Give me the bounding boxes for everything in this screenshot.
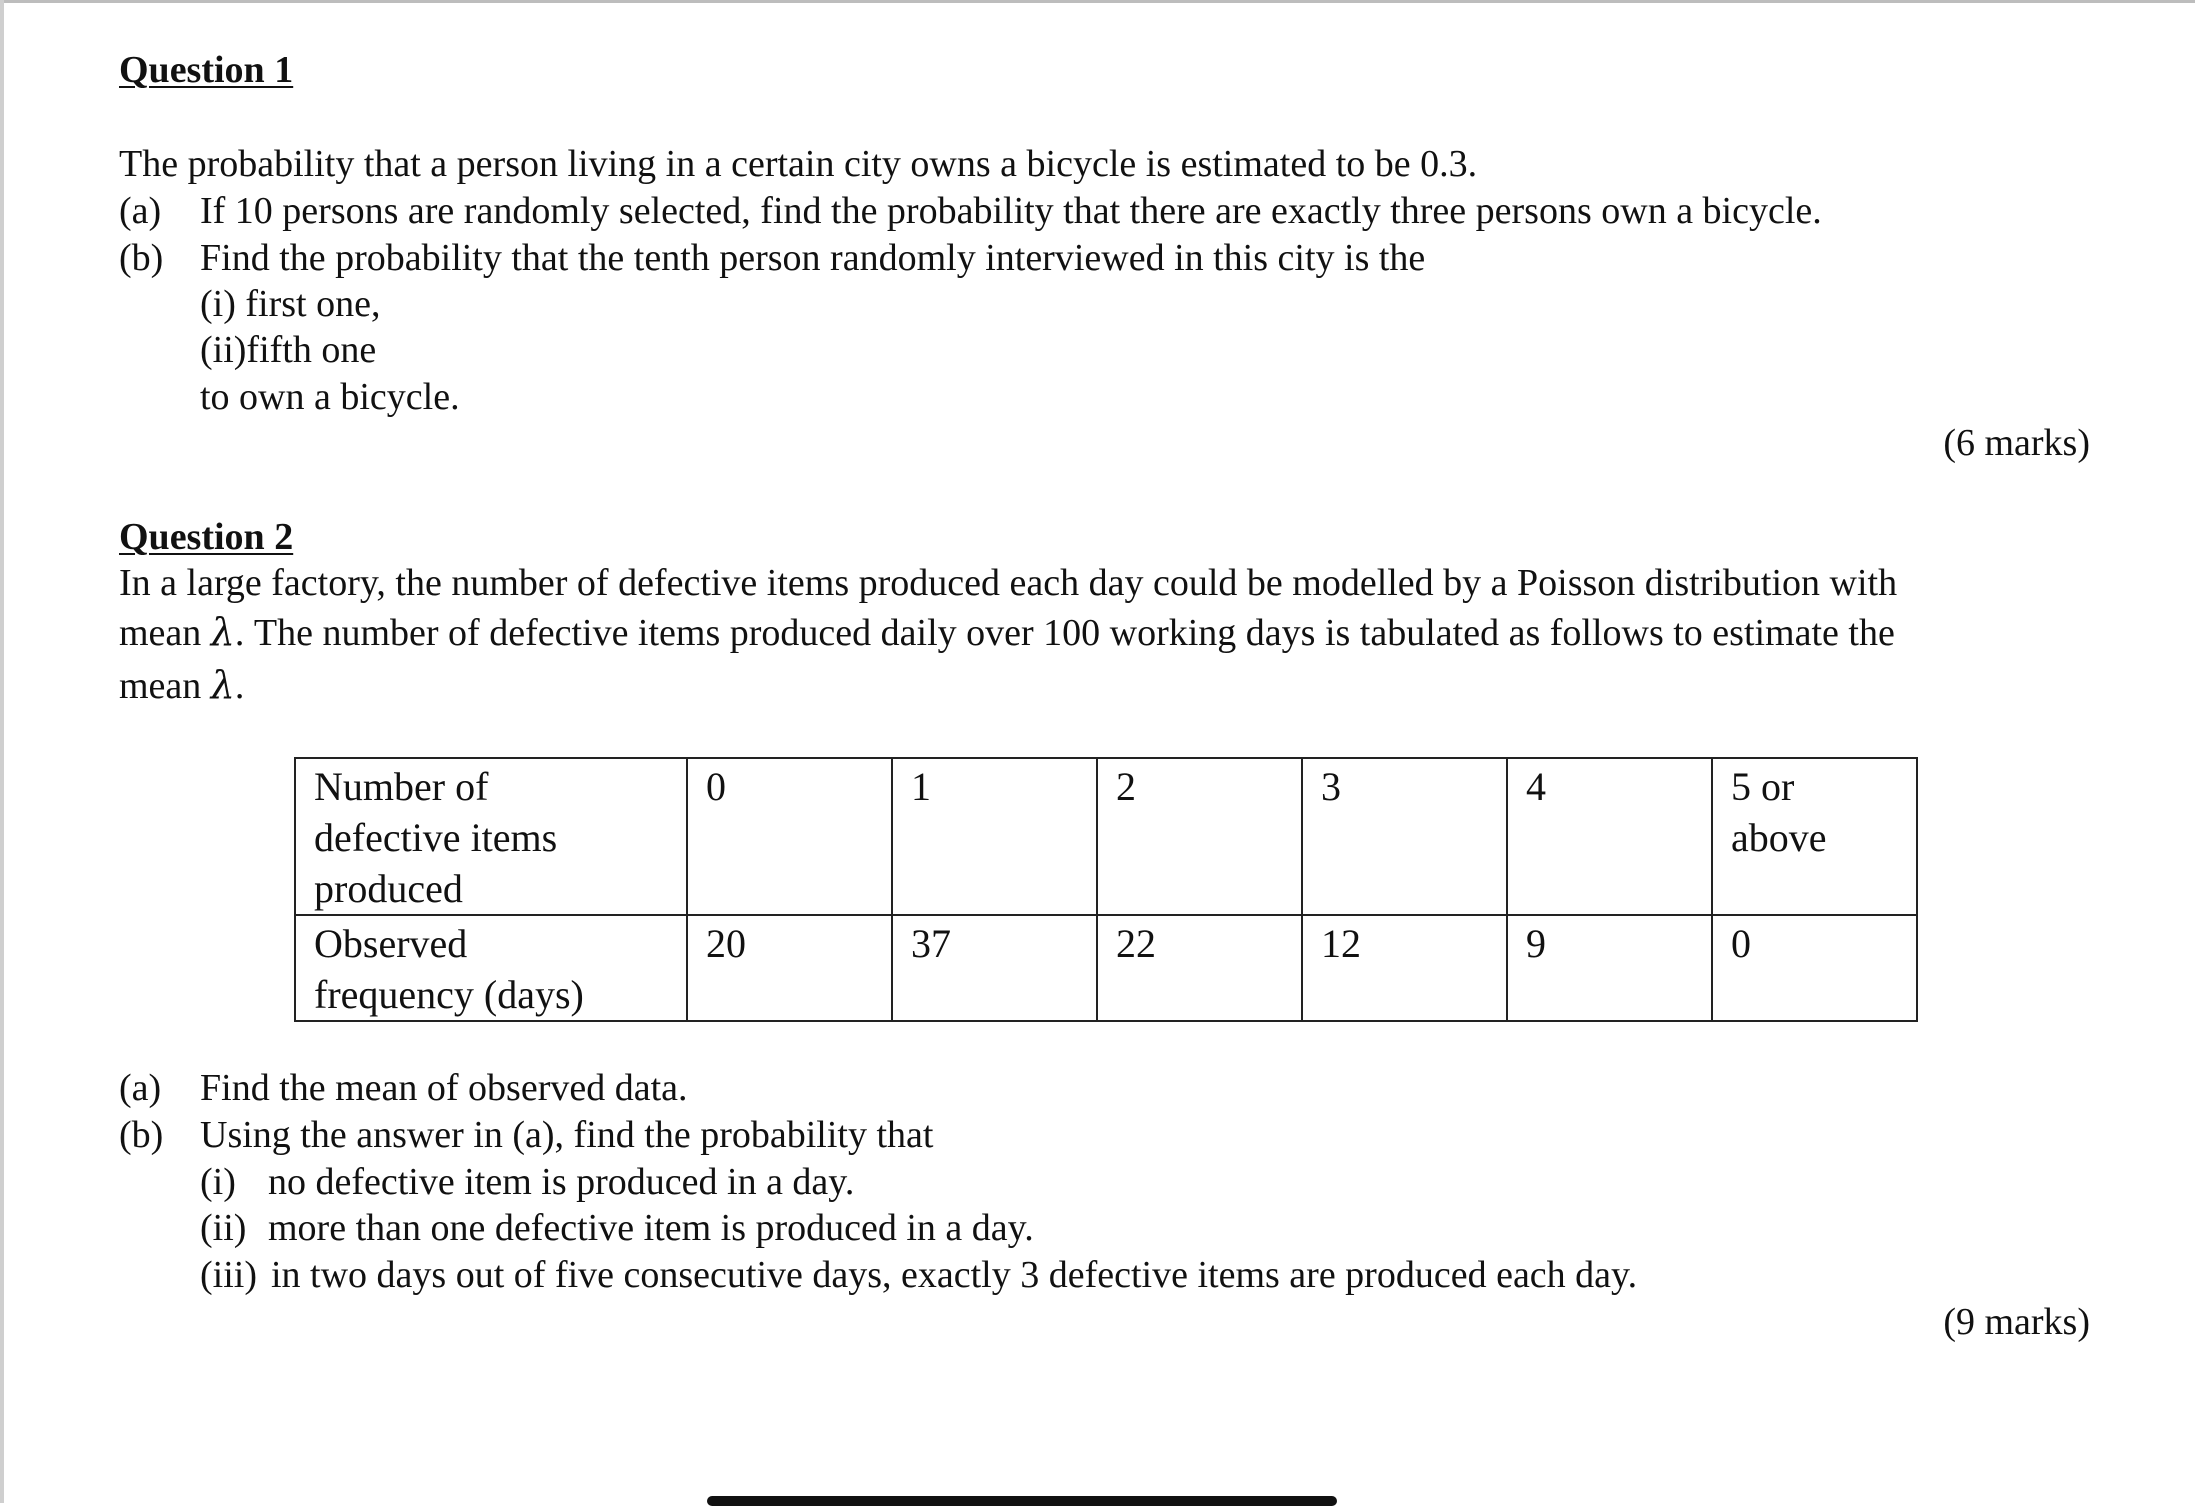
q2-line3-suffix: .: [234, 665, 245, 707]
question-1-marks: (6 marks): [1943, 422, 2090, 464]
question-2-line-2: [119, 610, 1895, 655]
q2-line3-prefix: mean: [119, 665, 211, 707]
table-row-observed-frequency: [295, 915, 1917, 1021]
table-cell: 20: [687, 915, 892, 1021]
table-cell: 3: [1302, 758, 1507, 915]
row-header-line: defective items: [314, 815, 558, 860]
table-cell: 4: [1507, 758, 1712, 915]
question-2-line-3: [119, 663, 244, 708]
page-left-border: [0, 0, 4, 1503]
row-header-line: produced: [314, 866, 463, 911]
q2-part-b-text: Using the answer in (a), find the probability that: [200, 1114, 934, 1156]
q2-line2-suffix: . The number of defective items produced daily over 100 working days is tabulated as follows to estimate the: [234, 612, 1895, 654]
q1-part-b-i: (i) first one,: [200, 283, 381, 325]
frequency-table: [294, 757, 1918, 1022]
q2-line2-prefix: mean: [119, 612, 211, 654]
table-row-defective-items: [295, 758, 1917, 915]
q2-part-b-iii-label: (iii): [200, 1254, 257, 1296]
row-header-line: frequency (days): [314, 972, 584, 1017]
table-cell: 2: [1097, 758, 1302, 915]
table-cell: 0: [1712, 915, 1917, 1021]
table-row-header: [295, 915, 687, 1021]
lambda-symbol: λ: [210, 663, 235, 707]
q2-part-b-ii-label: (ii): [200, 1207, 247, 1249]
q2-part-b-iii-text: in two days out of five consecutive days, exactly 3 defective items are produced each day.: [271, 1254, 1638, 1296]
q2-part-a-label: (a): [119, 1067, 162, 1109]
q1-part-a-text: If 10 persons are randomly selected, find the probability that there are exactly three persons own a bicycle.: [200, 190, 1822, 232]
q2-part-b-ii-text: more than one defective item is produced in a day.: [268, 1207, 1034, 1249]
table-cell: 22: [1097, 915, 1302, 1021]
question-2-line-1: In a large factory, the number of defective items produced each day could be modelled by a Poisson distribution with: [119, 562, 1898, 604]
table-cell: 37: [892, 915, 1097, 1021]
question-2-marks: (9 marks): [1943, 1301, 2090, 1343]
table-cell: 5 or above: [1712, 758, 1917, 915]
q1-part-b-text: Find the probability that the tenth person randomly interviewed in this city is the: [200, 237, 1426, 279]
table-cell: 9: [1507, 915, 1712, 1021]
table-row-header: [295, 758, 687, 915]
q2-part-b-i-text: no defective item is produced in a day.: [268, 1161, 855, 1203]
q2-part-a-text: Find the mean of observed data.: [200, 1067, 688, 1109]
q1-part-b-label: (b): [119, 237, 164, 279]
question-1-title: Question 1: [119, 49, 294, 91]
home-indicator-bar[interactable]: [707, 1496, 1337, 1506]
table-cell: 12: [1302, 915, 1507, 1021]
table-cell: 0: [687, 758, 892, 915]
q2-part-b-i-label: (i): [200, 1161, 236, 1203]
question-1-intro: The probability that a person living in a certain city owns a bicycle is estimated to be 0.3.: [119, 143, 1478, 185]
page-top-border: [0, 0, 2195, 3]
q1-part-a-label: (a): [119, 190, 162, 232]
lambda-symbol: λ: [210, 610, 235, 654]
table-cell: 1: [892, 758, 1097, 915]
row-header-line: Number of: [314, 764, 489, 809]
q2-part-b-label: (b): [119, 1114, 164, 1156]
q1-part-b-ii: (ii)fifth one: [200, 329, 377, 371]
row-header-line: Observed: [314, 921, 468, 966]
question-2-title: Question 2: [119, 516, 294, 558]
q1-part-b-tail: to own a bicycle.: [200, 376, 460, 418]
